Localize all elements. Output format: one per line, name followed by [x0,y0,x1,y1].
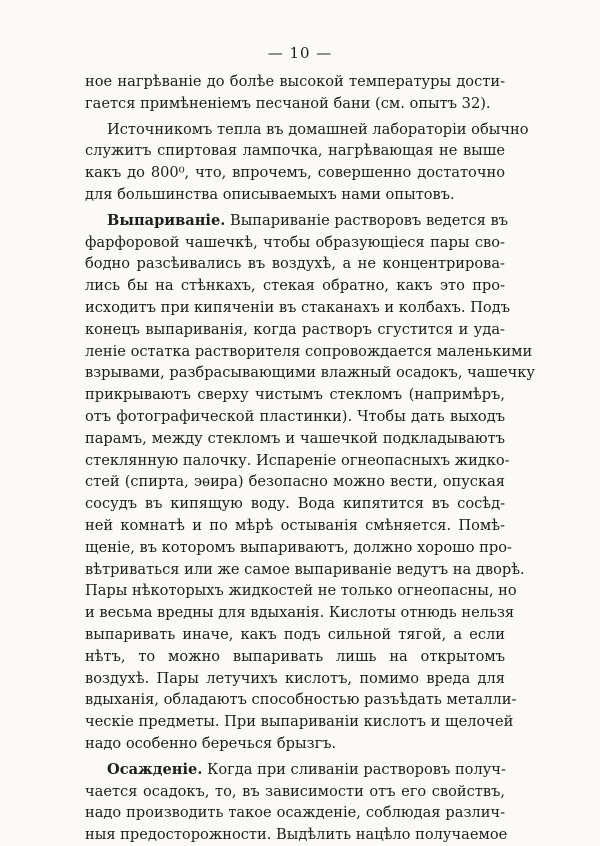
text-block [85,71,536,846]
text-line: Пары нѣкоторыхъ жидкостей не только огнеопасны, но [85,582,517,600]
text-line: исходитъ при кипяченіи въ стаканахъ и колбахъ. Подъ [85,298,510,316]
text-line: щеніе, въ которомъ выпариваютъ, должно хорошо про- [85,538,512,556]
text-line: взрывами, разбрасывающими влажный осадокъ, чашечку [85,364,536,382]
text-line: ныя предосторожности. Выдѣлить нацѣло получаемое [85,826,508,844]
paragraph [85,71,505,115]
text-line: бодно разсѣивались въ воздухѣ, а не концентрирова- [85,255,505,273]
text-line: лись бы на стѣнкахъ, стекая обратно, какъ это про- [85,277,505,295]
text-line: конецъ выпариванія, когда растворъ сгустится и уда- [85,320,505,338]
text-line: какъ до 800⁰, что, впрочемъ, совершенно достаточно [85,164,505,182]
text-line: нѣтъ, то можно выпаривать лишь на открытомъ [85,647,505,665]
paragraph [85,119,529,206]
text-line [85,759,505,781]
page-number: — 10 — [267,44,333,62]
text-line: выпаривать иначе, какъ подъ сильной тягой, а если [85,625,505,643]
section-heading-evaporation: Выпариваніе. [107,211,226,229]
paragraph [85,210,536,755]
text-line: для большинства описываемыхъ нами опытовъ. [85,185,455,203]
text-line: фарфоровой чашечкѣ, чтобы образующіеся пары сво- [85,233,505,251]
section-heading-precipitation: Осажденіе. [107,760,203,778]
text-line: ное нагрѣваніе до болѣе высокой температуры дости- [85,73,505,90]
text-run: Когда при сливаніи растворовъ получ- [202,760,506,778]
text-line: вѣтриваться или же самое выпариваніе ведутъ на дворѣ. [85,560,525,578]
text-line: отъ фотографической пластинки). Чтобы дать выходъ [85,407,505,425]
text-line: чается осадокъ, то, въ зависимости отъ его свойствъ, [85,782,505,800]
text-line: прикрываютъ сверху чистымъ стекломъ (напримѣръ, [85,386,505,404]
text-run: Выпариваніе растворовъ ведется въ [225,211,509,229]
text-line: Источникомъ тепла въ домашней лабораторіи обычно [107,120,529,138]
paragraph [85,759,508,846]
text-line: и весьма вредны для вдыханія. Кислоты отнюдь нельзя [85,604,515,622]
text-line [85,210,509,232]
text-line: стеклянную палочку. Испареніе огнеопасныхъ жидко- [85,451,510,469]
text-line: ческіе предметы. При выпариваніи кислотъ и щелочей [85,713,514,731]
text-line: служитъ спиртовая лампочка, нагрѣвающая не выше [85,142,505,160]
text-line: стей (спирта, эѳира) безопасно можно вести, опуская [85,473,505,491]
text-line: надо особенно беречься брызгъ. [85,734,337,752]
text-line: леніе остатка растворителя сопровождается маленькими [85,342,533,360]
text-line: вдыханія, обладаютъ способностью разъѣдать металли- [85,691,517,709]
text-line: парамъ, между стекломъ и чашечкой подкладываютъ [85,429,505,447]
text-line: гается примѣненіемъ песчаной бани (см. опытъ 32). [85,94,491,112]
text-line: сосудъ въ кипящую воду. Вода кипятится въ сосѣд- [85,495,505,513]
text-line: надо производить такое осажденіе, соблюдая различ- [85,804,505,822]
text-line: ней комнатѣ и по мѣрѣ остыванія смѣняется. Помѣ- [85,516,505,534]
text-line: воздухѣ. Пары летучихъ кислотъ, помимо вреда для [85,669,505,687]
